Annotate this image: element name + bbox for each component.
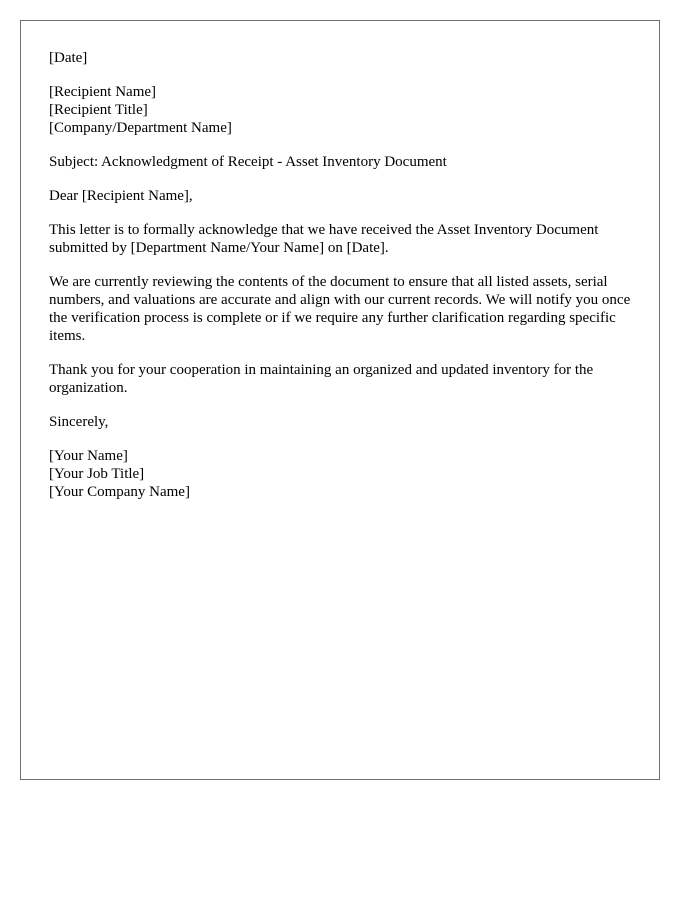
subject-block: [49, 153, 637, 171]
closing-block: [49, 413, 637, 431]
date-block: [49, 49, 637, 67]
salutation: Dear [Recipient Name],: [49, 188, 193, 204]
letter-page: [20, 20, 660, 780]
recipient-company: [Company/Department Name]: [49, 120, 232, 136]
letter-date: [Date]: [49, 50, 88, 66]
recipient-block: [49, 83, 637, 137]
closing: Sincerely,: [49, 414, 109, 430]
signature-block: [49, 447, 637, 501]
signature-company: [Your Company Name]: [49, 484, 190, 500]
paragraph-review: We are currently reviewing the contents of the document to ensure that all listed assets, serial numbers, and valuations are accurate and align with our current records. We will notify you once the verification process is complete or if we require any further clarification regarding specific items.: [49, 274, 631, 344]
signature-job-title: [Your Job Title]: [49, 466, 145, 482]
signature-name: [Your Name]: [49, 448, 128, 464]
recipient-name: [Recipient Name]: [49, 84, 157, 100]
recipient-title: [Recipient Title]: [49, 102, 148, 118]
paragraph-thanks: Thank you for your cooperation in maintaining an organized and updated inventory for the organization.: [49, 362, 594, 396]
salutation-block: [49, 187, 637, 205]
letter-body: [49, 49, 637, 501]
subject-line: Subject: Acknowledgment of Receipt - Asset Inventory Document: [49, 154, 447, 170]
paragraph-receipt: This letter is to formally acknowledge that we have received the Asset Inventory Document submitted by [Department Name/Your Name] on [Date].: [49, 222, 599, 256]
